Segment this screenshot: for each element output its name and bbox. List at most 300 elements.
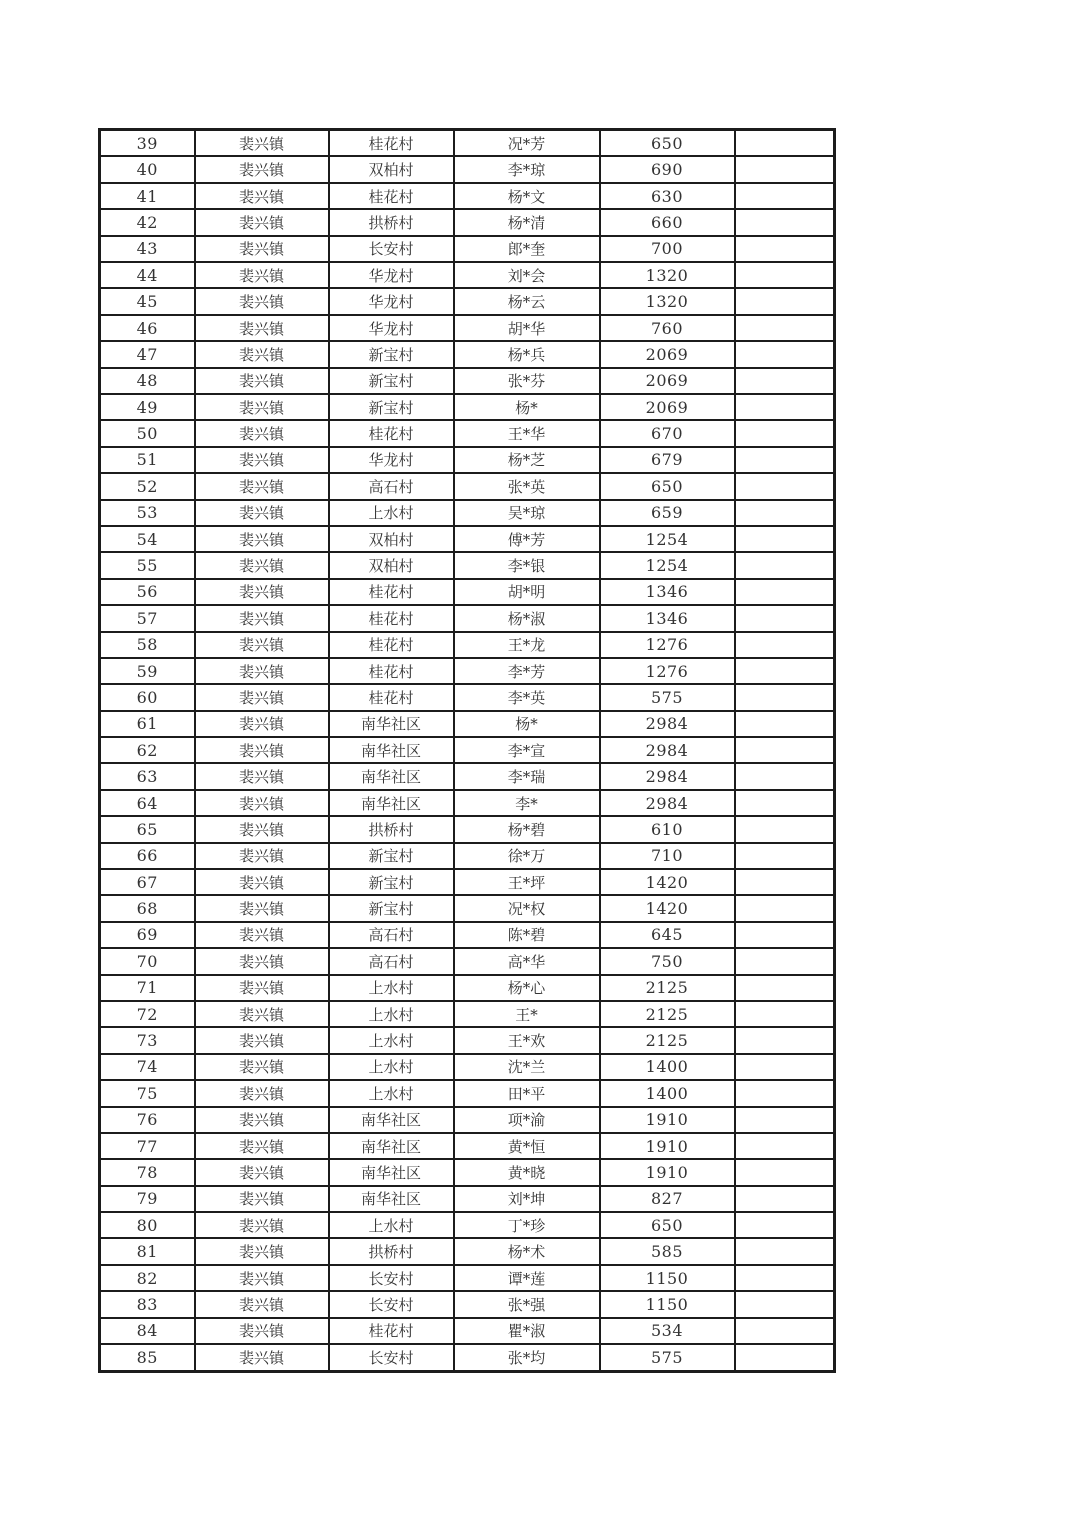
table-row xyxy=(100,895,835,921)
cell-row-number: 42 xyxy=(100,209,195,235)
table-row xyxy=(100,711,835,737)
cell-amount: 2125 xyxy=(600,1001,735,1027)
cell-person-name: 王*坪 xyxy=(454,869,600,895)
cell-row-number: 72 xyxy=(100,1001,195,1027)
table-row xyxy=(100,315,835,341)
cell-person-name: 陈*碧 xyxy=(454,922,600,948)
cell-village: 高石村 xyxy=(329,948,454,974)
cell-note xyxy=(735,763,835,789)
cell-row-number: 79 xyxy=(100,1186,195,1212)
table-row xyxy=(100,605,835,631)
cell-person-name: 傅*芳 xyxy=(454,526,600,552)
cell-amount: 659 xyxy=(600,500,735,526)
cell-person-name: 张*强 xyxy=(454,1291,600,1317)
cell-person-name: 李*芳 xyxy=(454,658,600,684)
table-row xyxy=(100,209,835,235)
table-row xyxy=(100,447,835,473)
table-row xyxy=(100,1001,835,1027)
cell-note xyxy=(735,816,835,842)
cell-town: 裴兴镇 xyxy=(195,500,329,526)
cell-note xyxy=(735,790,835,816)
cell-note xyxy=(735,711,835,737)
cell-person-name: 黄*晓 xyxy=(454,1159,600,1185)
cell-note xyxy=(735,209,835,235)
cell-person-name: 杨*心 xyxy=(454,975,600,1001)
table-row xyxy=(100,1107,835,1133)
cell-village: 桂花村 xyxy=(329,1318,454,1344)
cell-town: 裴兴镇 xyxy=(195,1001,329,1027)
table-row xyxy=(100,816,835,842)
cell-person-name: 张*芬 xyxy=(454,368,600,394)
cell-village: 南华社区 xyxy=(329,1186,454,1212)
cell-amount: 585 xyxy=(600,1238,735,1264)
cell-row-number: 64 xyxy=(100,790,195,816)
cell-note xyxy=(735,948,835,974)
cell-row-number: 67 xyxy=(100,869,195,895)
cell-town: 裴兴镇 xyxy=(195,394,329,420)
cell-row-number: 82 xyxy=(100,1265,195,1291)
cell-note xyxy=(735,1027,835,1053)
table-row xyxy=(100,948,835,974)
cell-town: 裴兴镇 xyxy=(195,288,329,314)
cell-note xyxy=(735,632,835,658)
cell-village: 新宝村 xyxy=(329,895,454,921)
cell-note xyxy=(735,1318,835,1344)
table-row xyxy=(100,1238,835,1264)
cell-person-name: 王*欢 xyxy=(454,1027,600,1053)
table-row xyxy=(100,790,835,816)
table-row xyxy=(100,288,835,314)
cell-person-name: 王* xyxy=(454,1001,600,1027)
cell-village: 上水村 xyxy=(329,500,454,526)
cell-row-number: 54 xyxy=(100,526,195,552)
cell-row-number: 69 xyxy=(100,922,195,948)
cell-row-number: 40 xyxy=(100,156,195,182)
cell-town: 裴兴镇 xyxy=(195,368,329,394)
cell-row-number: 63 xyxy=(100,763,195,789)
cell-note xyxy=(735,1107,835,1133)
cell-amount: 650 xyxy=(600,473,735,499)
cell-note xyxy=(735,341,835,367)
cell-amount: 1346 xyxy=(600,605,735,631)
cell-note xyxy=(735,183,835,209)
cell-village: 高石村 xyxy=(329,922,454,948)
cell-village: 新宝村 xyxy=(329,869,454,895)
cell-village: 上水村 xyxy=(329,1027,454,1053)
cell-village: 桂花村 xyxy=(329,684,454,710)
cell-person-name: 张*英 xyxy=(454,473,600,499)
cell-amount: 1254 xyxy=(600,552,735,578)
table-row xyxy=(100,341,835,367)
cell-note xyxy=(735,1054,835,1080)
cell-row-number: 60 xyxy=(100,684,195,710)
cell-amount: 1910 xyxy=(600,1133,735,1159)
cell-row-number: 39 xyxy=(100,130,195,157)
cell-town: 裴兴镇 xyxy=(195,816,329,842)
cell-town: 裴兴镇 xyxy=(195,1080,329,1106)
table-row xyxy=(100,552,835,578)
cell-row-number: 66 xyxy=(100,843,195,869)
cell-amount: 660 xyxy=(600,209,735,235)
cell-note xyxy=(735,473,835,499)
cell-village: 桂花村 xyxy=(329,658,454,684)
cell-row-number: 58 xyxy=(100,632,195,658)
table-row xyxy=(100,1054,835,1080)
cell-row-number: 61 xyxy=(100,711,195,737)
cell-amount: 1150 xyxy=(600,1265,735,1291)
cell-person-name: 杨*术 xyxy=(454,1238,600,1264)
cell-row-number: 59 xyxy=(100,658,195,684)
cell-row-number: 56 xyxy=(100,579,195,605)
cell-row-number: 57 xyxy=(100,605,195,631)
cell-village: 拱桥村 xyxy=(329,816,454,842)
cell-village: 桂花村 xyxy=(329,420,454,446)
cell-row-number: 80 xyxy=(100,1212,195,1238)
cell-note xyxy=(735,1265,835,1291)
cell-amount: 2069 xyxy=(600,341,735,367)
table-row xyxy=(100,763,835,789)
cell-village: 上水村 xyxy=(329,1080,454,1106)
table-row xyxy=(100,843,835,869)
cell-town: 裴兴镇 xyxy=(195,315,329,341)
cell-amount: 827 xyxy=(600,1186,735,1212)
cell-person-name: 杨*芝 xyxy=(454,447,600,473)
cell-amount: 2125 xyxy=(600,975,735,1001)
cell-person-name: 胡*华 xyxy=(454,315,600,341)
cell-row-number: 41 xyxy=(100,183,195,209)
cell-town: 裴兴镇 xyxy=(195,420,329,446)
cell-town: 裴兴镇 xyxy=(195,658,329,684)
cell-person-name: 李*银 xyxy=(454,552,600,578)
cell-village: 华龙村 xyxy=(329,447,454,473)
cell-person-name: 李*琼 xyxy=(454,156,600,182)
cell-amount: 1346 xyxy=(600,579,735,605)
cell-amount: 1910 xyxy=(600,1159,735,1185)
cell-amount: 1400 xyxy=(600,1054,735,1080)
cell-amount: 1420 xyxy=(600,869,735,895)
cell-village: 上水村 xyxy=(329,1212,454,1238)
cell-village: 南华社区 xyxy=(329,1107,454,1133)
cell-town: 裴兴镇 xyxy=(195,843,329,869)
cell-row-number: 43 xyxy=(100,236,195,262)
cell-person-name: 张*均 xyxy=(454,1344,600,1371)
cell-note xyxy=(735,1238,835,1264)
cell-note xyxy=(735,236,835,262)
cell-town: 裴兴镇 xyxy=(195,209,329,235)
cell-village: 长安村 xyxy=(329,1344,454,1371)
cell-person-name: 瞿*淑 xyxy=(454,1318,600,1344)
table-row xyxy=(100,1344,835,1371)
cell-note xyxy=(735,843,835,869)
cell-note xyxy=(735,1344,835,1371)
cell-note xyxy=(735,552,835,578)
cell-person-name: 吴*琼 xyxy=(454,500,600,526)
cell-amount: 1400 xyxy=(600,1080,735,1106)
cell-village: 南华社区 xyxy=(329,790,454,816)
cell-row-number: 83 xyxy=(100,1291,195,1317)
cell-village: 桂花村 xyxy=(329,605,454,631)
cell-village: 双柏村 xyxy=(329,552,454,578)
cell-note xyxy=(735,526,835,552)
table-row xyxy=(100,394,835,420)
cell-town: 裴兴镇 xyxy=(195,869,329,895)
cell-person-name: 丁*珍 xyxy=(454,1212,600,1238)
cell-amount: 1320 xyxy=(600,288,735,314)
cell-village: 桂花村 xyxy=(329,579,454,605)
cell-person-name: 黄*恒 xyxy=(454,1133,600,1159)
cell-person-name: 杨*云 xyxy=(454,288,600,314)
cell-row-number: 51 xyxy=(100,447,195,473)
cell-row-number: 46 xyxy=(100,315,195,341)
table-row xyxy=(100,130,835,157)
table-row xyxy=(100,526,835,552)
cell-town: 裴兴镇 xyxy=(195,473,329,499)
cell-village: 双柏村 xyxy=(329,156,454,182)
cell-row-number: 49 xyxy=(100,394,195,420)
cell-person-name: 李*瑞 xyxy=(454,763,600,789)
cell-person-name: 况*权 xyxy=(454,895,600,921)
cell-person-name: 王*华 xyxy=(454,420,600,446)
cell-row-number: 52 xyxy=(100,473,195,499)
cell-row-number: 74 xyxy=(100,1054,195,1080)
cell-note xyxy=(735,156,835,182)
cell-amount: 2984 xyxy=(600,711,735,737)
cell-row-number: 65 xyxy=(100,816,195,842)
cell-amount: 2069 xyxy=(600,394,735,420)
table-row xyxy=(100,1212,835,1238)
cell-town: 裴兴镇 xyxy=(195,1107,329,1133)
cell-row-number: 84 xyxy=(100,1318,195,1344)
cell-note xyxy=(735,1001,835,1027)
table-row xyxy=(100,632,835,658)
cell-village: 南华社区 xyxy=(329,711,454,737)
cell-row-number: 48 xyxy=(100,368,195,394)
cell-town: 裴兴镇 xyxy=(195,922,329,948)
cell-town: 裴兴镇 xyxy=(195,605,329,631)
cell-row-number: 53 xyxy=(100,500,195,526)
table-row xyxy=(100,975,835,1001)
cell-note xyxy=(735,262,835,288)
table-row xyxy=(100,236,835,262)
cell-person-name: 杨* xyxy=(454,394,600,420)
cell-row-number: 73 xyxy=(100,1027,195,1053)
cell-amount: 1320 xyxy=(600,262,735,288)
cell-row-number: 55 xyxy=(100,552,195,578)
cell-village: 南华社区 xyxy=(329,1159,454,1185)
cell-note xyxy=(735,130,835,157)
cell-village: 新宝村 xyxy=(329,368,454,394)
cell-amount: 1276 xyxy=(600,658,735,684)
cell-town: 裴兴镇 xyxy=(195,1054,329,1080)
cell-village: 上水村 xyxy=(329,1001,454,1027)
cell-amount: 670 xyxy=(600,420,735,446)
cell-town: 裴兴镇 xyxy=(195,156,329,182)
cell-amount: 650 xyxy=(600,130,735,157)
cell-town: 裴兴镇 xyxy=(195,948,329,974)
cell-row-number: 50 xyxy=(100,420,195,446)
cell-person-name: 高*华 xyxy=(454,948,600,974)
cell-village: 新宝村 xyxy=(329,341,454,367)
cell-village: 长安村 xyxy=(329,1291,454,1317)
cell-village: 华龙村 xyxy=(329,315,454,341)
cell-amount: 1254 xyxy=(600,526,735,552)
cell-village: 南华社区 xyxy=(329,763,454,789)
cell-person-name: 李* xyxy=(454,790,600,816)
cell-person-name: 况*芳 xyxy=(454,130,600,157)
cell-amount: 645 xyxy=(600,922,735,948)
cell-town: 裴兴镇 xyxy=(195,552,329,578)
table-row xyxy=(100,156,835,182)
cell-note xyxy=(735,368,835,394)
cell-village: 长安村 xyxy=(329,1265,454,1291)
cell-town: 裴兴镇 xyxy=(195,130,329,157)
cell-town: 裴兴镇 xyxy=(195,1133,329,1159)
cell-amount: 575 xyxy=(600,1344,735,1371)
cell-person-name: 谭*莲 xyxy=(454,1265,600,1291)
cell-note xyxy=(735,579,835,605)
cell-person-name: 杨*碧 xyxy=(454,816,600,842)
cell-row-number: 44 xyxy=(100,262,195,288)
cell-town: 裴兴镇 xyxy=(195,790,329,816)
cell-village: 拱桥村 xyxy=(329,209,454,235)
cell-person-name: 杨* xyxy=(454,711,600,737)
cell-row-number: 76 xyxy=(100,1107,195,1133)
cell-person-name: 王*龙 xyxy=(454,632,600,658)
cell-village: 华龙村 xyxy=(329,262,454,288)
cell-town: 裴兴镇 xyxy=(195,632,329,658)
cell-row-number: 62 xyxy=(100,737,195,763)
cell-note xyxy=(735,1159,835,1185)
table-row xyxy=(100,869,835,895)
cell-amount: 1276 xyxy=(600,632,735,658)
cell-note xyxy=(735,1080,835,1106)
cell-person-name: 李*英 xyxy=(454,684,600,710)
cell-row-number: 85 xyxy=(100,1344,195,1371)
cell-village: 桂花村 xyxy=(329,183,454,209)
cell-village: 华龙村 xyxy=(329,288,454,314)
cell-town: 裴兴镇 xyxy=(195,1265,329,1291)
cell-row-number: 71 xyxy=(100,975,195,1001)
cell-town: 裴兴镇 xyxy=(195,737,329,763)
cell-note xyxy=(735,684,835,710)
table-row xyxy=(100,473,835,499)
cell-note xyxy=(735,1291,835,1317)
cell-town: 裴兴镇 xyxy=(195,341,329,367)
cell-row-number: 81 xyxy=(100,1238,195,1264)
cell-village: 桂花村 xyxy=(329,130,454,157)
cell-village: 新宝村 xyxy=(329,394,454,420)
cell-town: 裴兴镇 xyxy=(195,1318,329,1344)
cell-person-name: 项*渝 xyxy=(454,1107,600,1133)
cell-town: 裴兴镇 xyxy=(195,236,329,262)
cell-note xyxy=(735,420,835,446)
cell-amount: 2984 xyxy=(600,790,735,816)
cell-village: 上水村 xyxy=(329,975,454,1001)
cell-amount: 575 xyxy=(600,684,735,710)
cell-amount: 2984 xyxy=(600,737,735,763)
cell-note xyxy=(735,869,835,895)
cell-amount: 1420 xyxy=(600,895,735,921)
cell-amount: 679 xyxy=(600,447,735,473)
cell-note xyxy=(735,922,835,948)
cell-note xyxy=(735,1212,835,1238)
cell-note xyxy=(735,500,835,526)
cell-town: 裴兴镇 xyxy=(195,1027,329,1053)
table-row xyxy=(100,658,835,684)
cell-person-name: 杨*文 xyxy=(454,183,600,209)
cell-person-name: 郎*奎 xyxy=(454,236,600,262)
cell-village: 拱桥村 xyxy=(329,1238,454,1264)
cell-amount: 1910 xyxy=(600,1107,735,1133)
table-row xyxy=(100,684,835,710)
cell-town: 裴兴镇 xyxy=(195,526,329,552)
table-row xyxy=(100,500,835,526)
cell-row-number: 77 xyxy=(100,1133,195,1159)
cell-person-name: 杨*兵 xyxy=(454,341,600,367)
cell-amount: 710 xyxy=(600,843,735,869)
cell-person-name: 徐*万 xyxy=(454,843,600,869)
cell-town: 裴兴镇 xyxy=(195,711,329,737)
table-row xyxy=(100,1027,835,1053)
table-row xyxy=(100,1080,835,1106)
cell-town: 裴兴镇 xyxy=(195,1159,329,1185)
cell-amount: 750 xyxy=(600,948,735,974)
cell-note xyxy=(735,1133,835,1159)
cell-town: 裴兴镇 xyxy=(195,763,329,789)
cell-row-number: 70 xyxy=(100,948,195,974)
table-row xyxy=(100,579,835,605)
cell-village: 南华社区 xyxy=(329,1133,454,1159)
cell-note xyxy=(735,394,835,420)
table-row xyxy=(100,1291,835,1317)
cell-amount: 650 xyxy=(600,1212,735,1238)
cell-row-number: 68 xyxy=(100,895,195,921)
cell-town: 裴兴镇 xyxy=(195,895,329,921)
cell-town: 裴兴镇 xyxy=(195,1212,329,1238)
cell-row-number: 45 xyxy=(100,288,195,314)
cell-amount: 700 xyxy=(600,236,735,262)
cell-person-name: 田*平 xyxy=(454,1080,600,1106)
cell-amount: 610 xyxy=(600,816,735,842)
cell-note xyxy=(735,975,835,1001)
data-table xyxy=(98,128,836,1373)
cell-person-name: 刘*坤 xyxy=(454,1186,600,1212)
cell-person-name: 李*宣 xyxy=(454,737,600,763)
cell-town: 裴兴镇 xyxy=(195,183,329,209)
cell-note xyxy=(735,1186,835,1212)
cell-town: 裴兴镇 xyxy=(195,579,329,605)
cell-note xyxy=(735,895,835,921)
cell-village: 长安村 xyxy=(329,236,454,262)
table-row xyxy=(100,420,835,446)
cell-note xyxy=(735,288,835,314)
table-row xyxy=(100,1186,835,1212)
cell-village: 桂花村 xyxy=(329,632,454,658)
table-row xyxy=(100,1265,835,1291)
cell-amount: 534 xyxy=(600,1318,735,1344)
cell-note xyxy=(735,658,835,684)
cell-amount: 630 xyxy=(600,183,735,209)
cell-town: 裴兴镇 xyxy=(195,447,329,473)
table-row xyxy=(100,1318,835,1344)
cell-person-name: 刘*会 xyxy=(454,262,600,288)
table-row xyxy=(100,737,835,763)
cell-amount: 2125 xyxy=(600,1027,735,1053)
cell-town: 裴兴镇 xyxy=(195,1291,329,1317)
table-row xyxy=(100,922,835,948)
cell-village: 上水村 xyxy=(329,1054,454,1080)
cell-person-name: 胡*明 xyxy=(454,579,600,605)
